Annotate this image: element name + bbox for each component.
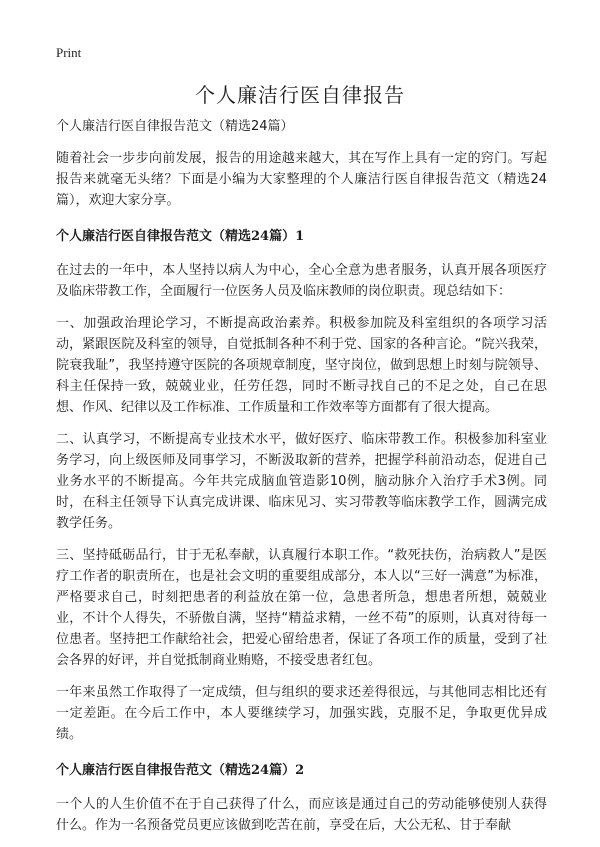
section1-paragraph: 二、认真学习，不断提高专业技术水平，做好医疗、临床带教工作。积极参加科室业务学习，向上级医师及同事学习，不断汲取新的营养，把握学科前沿动态，促进自己业务水平的不断提高。今年共完成脑血管造影10例，脑动脉介入治疗手术3例。同时，在科主任领导下认真完成讲课、临床见习、实习带教等临床教学工作，圆满完成教学任务。 <box>56 432 547 531</box>
print-link[interactable]: Print <box>56 45 82 60</box>
section1-paragraph: 在过去的一年中，本人坚持以病人为中心，全心全意为患者服务，认真开展各项医疗及临床带教工作，全面履行一位医务人员及临床教师的岗位职责。现总结如下： <box>56 263 547 299</box>
document-body <box>56 117 547 847</box>
section-heading-1: 个人廉洁行医自律报告范文（精选24篇）1 <box>56 229 305 244</box>
section1-paragraph: 三、坚持砥砺品行，甘于无私奉献，认真履行本职工作。“救死扶伤，治病救人”是医疗工作者的职责所在，也是社会文明的重要组成部分，本人以“三好一满意”为标准，严格要求自己，时刻把患者的利益放在第一位，急患者所急，想患者所想，兢兢业业，不计个人得失，不骄傲自满，坚持“精益求精，一丝不苟”的原则，认真对待每一位患者。坚持把工作献给社会，把爱心留给患者，保证了各项工作的质量，受到了社会各界的好评，并自觉抵制商业贿赂，不接受患者红包。 <box>56 548 547 668</box>
section1-paragraph: 一、加强政治理论学习，不断提高政治素养。积极参加院及科室组织的各项学习活动，紧跟医院及科室的领导，自觉抵制各种不利于党、国家的各种言论。“院兴我荣，院衰我耻”，我坚持遵守医院的各项规章制度，坚守岗位，做到思想上时刻与院领导、科主任保持一致，兢兢业业，任劳任怨，同时不断寻找自己的不足之处，自己在思想、作风、纪律以及工作标准、工作质量和工作效率等方面都有了很大提高。 <box>56 316 547 415</box>
section-heading-2: 个人廉洁行医自律报告范文（精选24篇）2 <box>56 763 305 778</box>
document-title: 个人廉洁行医自律报告 <box>195 83 405 107</box>
document-subtitle: 个人廉洁行医自律报告范文（精选24篇） <box>56 119 294 134</box>
section1-paragraph: 一年来虽然工作取得了一定成绩，但与组织的要求还差得很远，与其他同志相比还有一定差距。在今后工作中，本人要继续学习，加强实践，克服不足，争取更优异成绩。 <box>56 685 547 742</box>
section2-paragraph: 一个人的人生价值不在于自己获得了什么，而应该是通过自己的劳动能够使别人获得什么。作为一名预备党员更应该做到吃苦在前，享受在后，大公无私、甘于奉献 <box>56 797 547 833</box>
intro-paragraph: 随着社会一步步向前发展，报告的用途越来越大，其在写作上具有一定的窍门。写起报告来就毫无头绪？下面是小编为大家整理的个人廉洁行医自律报告范文（精选24篇），欢迎大家分享。 <box>56 151 547 208</box>
